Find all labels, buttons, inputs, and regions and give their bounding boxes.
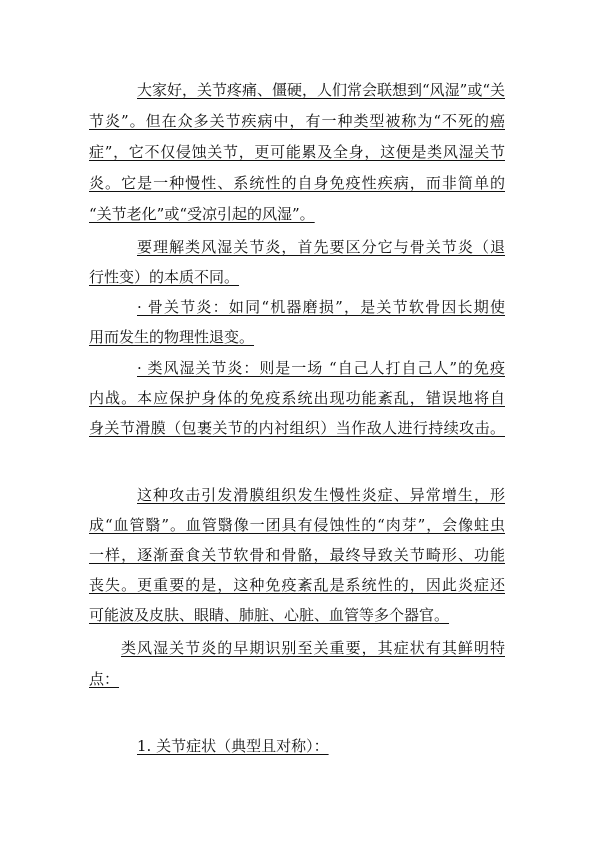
bullet-osteoarthritis <box>89 292 505 352</box>
paragraph-line: 节炎”。但在众多关节疾病中，有一种类型被称为“不死的癌 <box>89 112 505 130</box>
paragraph-line: 身关节滑膜（包裹关节的内衬组织）当作敌人进行持续攻击。 <box>89 419 505 437</box>
paragraph-line: 行性变）的本质不同。 <box>89 268 240 286</box>
paragraph-line: 内战。本应保护身体的免疫系统出现功能紊乱，错误地将自 <box>89 389 505 407</box>
paragraph-line: 一样，逐渐蚕食关节软骨和骨骼，最终导致关节畸形、功能 <box>89 546 505 564</box>
paragraph-line: · 骨关节炎：如同“机器磨损”，是关节软骨因长期使 <box>137 298 505 316</box>
paragraph-comparison <box>89 232 505 292</box>
paragraph-line: 要理解类风湿关节炎，首先要区分它与骨关节炎（退 <box>137 238 505 256</box>
paragraph-line: 炎。它是一种慢性、系统性的自身免疫性疾病，而非简单的 <box>89 174 505 192</box>
paragraph-early-detection <box>89 633 505 695</box>
paragraph-line: 大家好，关节疼痛、僵硬，人们常会联想到“风湿”或“关 <box>137 81 506 99</box>
paragraph-line: 可能波及皮肤、眼睛、肺脏、心脏、血管等多个器官。 <box>89 606 450 624</box>
paragraph-line: 这种攻击引发滑膜组织发生慢性炎症、异常增生，形 <box>137 486 505 504</box>
paragraph-line: · 类风湿关节炎：则是一场 “自己人打自己人”的免疫 <box>137 359 505 377</box>
heading-joint-symptoms: 1. 关节症状（典型且对称）： <box>137 737 329 755</box>
section-heading <box>89 731 505 761</box>
bullet-rheumatoid-arthritis <box>89 353 505 443</box>
paragraph-line: 类风湿关节炎的早期识别至关重要，其症状有其鲜明特 <box>121 639 505 657</box>
paragraph-line: 成“血管翳”。血管翳像一团具有侵蚀性的“肉芽”，会像蛀虫 <box>89 516 505 534</box>
paragraph-line: 症”，它不仅侵蚀关节，更可能累及全身，这便是类风湿关节 <box>89 143 505 161</box>
paragraph-line: 点： <box>89 670 120 688</box>
paragraph-line: 用而发生的物理性退变。 <box>89 328 255 346</box>
paragraph-line: “关节老化”或“受凉引起的风湿”。 <box>89 205 315 223</box>
paragraph-line: 丧失。更重要的是，这种免疫紊乱是系统性的，因此炎症还 <box>89 576 505 594</box>
paragraph-intro <box>89 75 505 230</box>
paragraph-pannus <box>89 480 505 630</box>
